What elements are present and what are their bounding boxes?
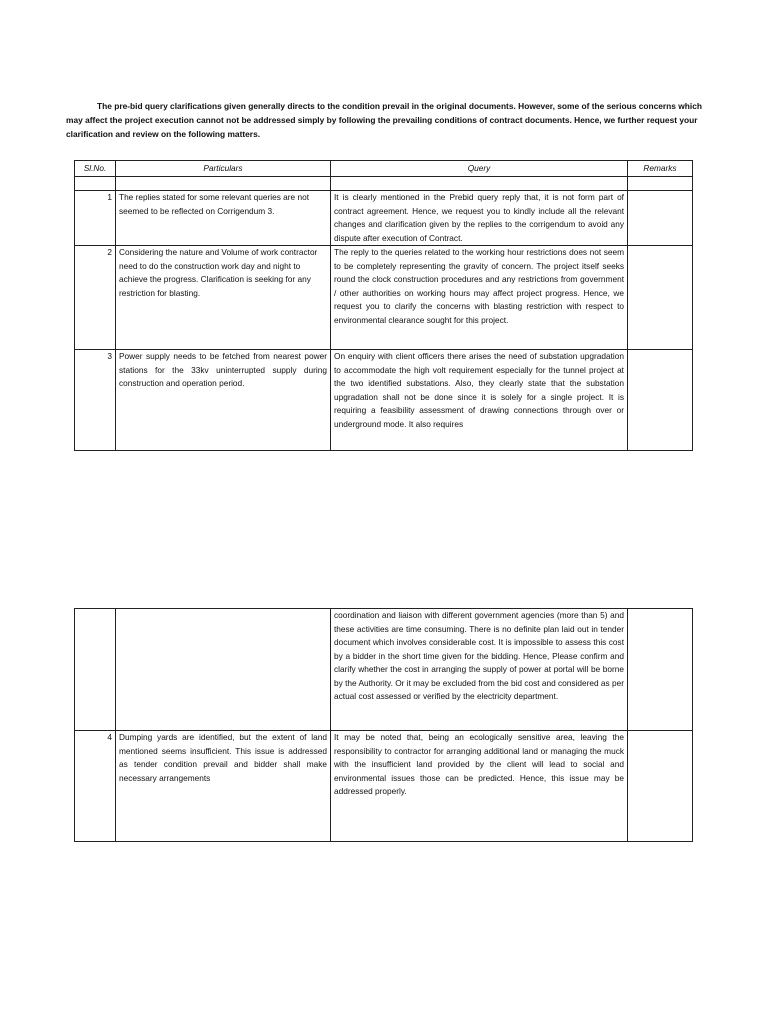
blank-cell [116,177,331,191]
table-row [75,350,693,451]
table-row [75,609,693,731]
row-query: It is clearly mentioned in the Prebid query reply that, it is not form part of contract agreement. Hence, we request you to kindly include all the relevant changes and clarification given by the replies to the corrigendum to avoid any dispute after execution of Contract. [331,191,628,246]
row-particulars: Considering the nature and Volume of work contractor need to do the construction work day and night to achieve the progress. Clarification is seeking for any restriction for blasting. [116,246,331,350]
header-slno: Sl.No. [75,161,116,177]
row-particulars: Power supply needs to be fetched from nearest power stations for the 33kv uninterrupted supply during construction and operation period. [116,350,331,451]
table-row [75,246,693,350]
header-particulars: Particulars [116,161,331,177]
row-remarks [628,731,693,842]
row-remarks [628,609,693,731]
row-slno: 3 [75,350,116,451]
query-table-continued [74,608,693,842]
row-query: coordination and liaison with different government agencies (more than 5) and these activities are time consuming. There is no definite plan laid out in tender document which involves considerable cost. It is impossible to assess this cost by a bidder in the short time given for the bidding. Hence, Please confirm and clarify whether the cost in arranging the supply of power at portal will be borne by the Authority. Or it may be excluded from the bid cost and considered as per actual cost assessed or verified by the electricity department. [331,609,628,731]
header-query: Query [331,161,628,177]
row-query: On enquiry with client officers there arises the need of substation upgradation to accommodate the high volt requirement especially for the tunnel project at the two identified substations. Also, they clearly state that the substation upgradation shall not be done since it is solely for a single project. It is requiring a feasibility assessment of drawing connections through over or underground mode. It also requires [331,350,628,451]
row-query: It may be noted that, being an ecologically sensitive area, leaving the responsibility to contractor for arranging additional land or managing the muck with the insufficient land provided by the client will lead to social and environmental issues those can be predicted. Hence, this issue may be addressed properly. [331,731,628,842]
row-slno: 2 [75,246,116,350]
row-particulars: The replies stated for some relevant queries are not seemed to be reflected on Corrigendum 3. [116,191,331,246]
blank-cell [75,177,116,191]
row-slno: 4 [75,731,116,842]
row-remarks [628,350,693,451]
row-remarks [628,191,693,246]
header-remarks: Remarks [628,161,693,177]
row-remarks [628,246,693,350]
blank-row [75,177,693,191]
table-row [75,731,693,842]
row-particulars: Dumping yards are identified, but the extent of land mentioned seems insufficient. This issue is addressed as tender condition prevail and bidder shall make necessary arrangements [116,731,331,842]
intro-text: The pre-bid query clarifications given generally directs to the condition prevail in the original documents. However, some of the serious concerns which may affect the project execution cannot not be addressed simply by following the prevailing conditions of contract documents. Hence, we further request your clarification and review on the following matters. [66,101,702,139]
intro-paragraph [66,100,704,141]
table-row [75,191,693,246]
row-particulars [116,609,331,731]
blank-cell [628,177,693,191]
row-slno [75,609,116,731]
blank-cell [331,177,628,191]
row-query: The reply to the queries related to the working hour restrictions does not seem to be completely representing the gravity of concern. The project itself seeks round the clock construction procedures and any restrictions from government / other authorities on working hours may affect project progress. Hence, we request you to clarify the concerns with blasting restriction with respect to environmental clearance sought for this project. [331,246,628,350]
row-slno: 1 [75,191,116,246]
table-header-row [75,161,693,177]
query-table [74,160,693,451]
